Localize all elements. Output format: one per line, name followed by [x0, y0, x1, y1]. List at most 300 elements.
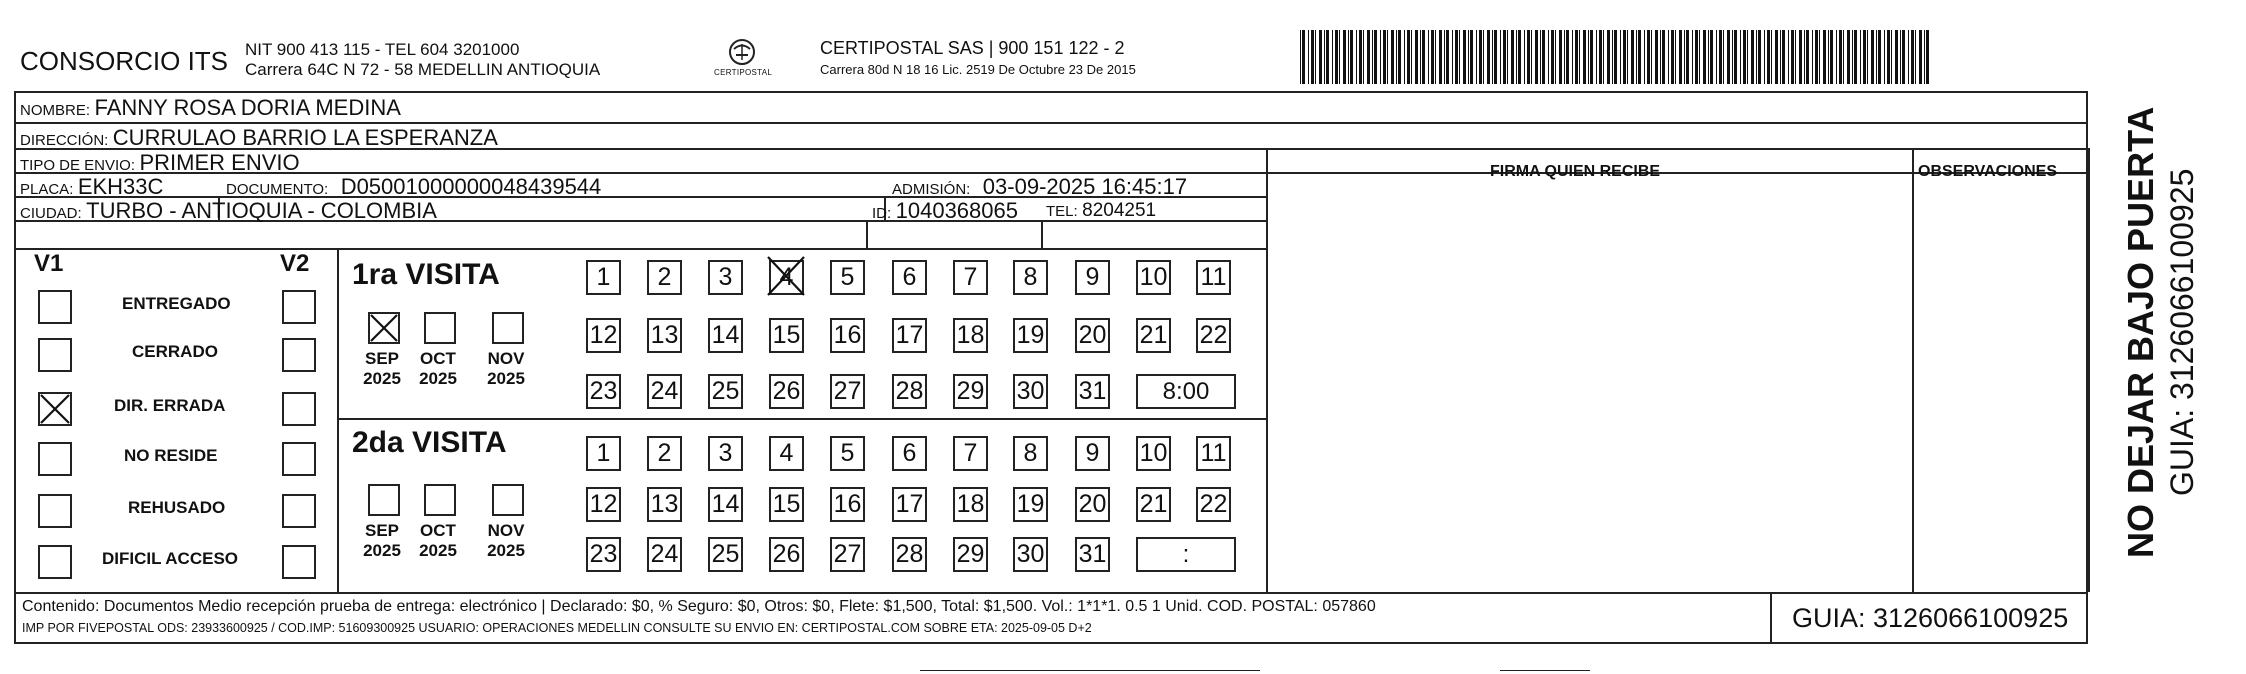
barcode-bar — [1692, 30, 1693, 84]
barcode-bar — [1734, 30, 1737, 84]
barcode-bar — [1716, 30, 1717, 84]
barcode-icon — [1300, 30, 1940, 84]
barcode-bar — [1902, 30, 1905, 84]
direccion-value: CURRULAO BARRIO LA ESPERANZA — [112, 125, 498, 150]
day-box[interactable]: 15 — [769, 487, 804, 522]
day-box[interactable]: 10 — [1136, 260, 1171, 295]
month-checkbox[interactable] — [424, 484, 456, 516]
barcode-bar — [1775, 30, 1778, 84]
barcode-bar — [1876, 30, 1877, 84]
tel-value: 8204251 — [1082, 200, 1157, 221]
barcode-bar — [1638, 30, 1641, 84]
barcode-bar — [1771, 30, 1772, 84]
placa-value: EKH33C — [77, 174, 164, 199]
year-label: 2025 — [487, 369, 525, 388]
barcode-bar — [1459, 30, 1460, 84]
barcode-bar — [1391, 30, 1394, 84]
tipo-envio-label: TIPO DE ENVIO: — [20, 157, 136, 174]
barcode-bar — [1743, 30, 1746, 84]
barcode-bar — [1780, 30, 1781, 84]
status-label: NO RESIDE — [124, 446, 218, 465]
barcode-bar — [1599, 30, 1602, 84]
status-label: ENTREGADO — [122, 294, 231, 313]
day-box[interactable]: 5 — [830, 436, 865, 471]
day-box[interactable]: 13 — [647, 487, 682, 522]
barcode-bar — [1428, 30, 1429, 84]
tipo-envio-value: PRIMER ENVIO — [139, 150, 300, 175]
day-box[interactable]: 16 — [830, 318, 865, 353]
barcode-bar — [1332, 30, 1333, 84]
barcode-bar — [1607, 30, 1610, 84]
barcode-bar — [1863, 30, 1866, 84]
v2-checkbox[interactable] — [282, 290, 316, 324]
day-box[interactable]: 29 — [953, 374, 988, 409]
barcode-bar — [1679, 30, 1682, 84]
status-label: DIR. ERRADA — [114, 396, 226, 415]
barcode-bar — [1590, 30, 1593, 84]
day-box[interactable]: 12 — [586, 487, 621, 522]
barcode-bar — [1878, 30, 1881, 84]
documento-label: DOCUMENTO: — [226, 181, 329, 198]
barcode-bar — [1359, 30, 1362, 84]
barcode-bar — [1612, 30, 1613, 84]
day-box[interactable]: 3 — [708, 436, 743, 471]
barcode-bar — [1551, 30, 1554, 84]
id-label: ID: — [872, 205, 892, 222]
day-box[interactable]: 12 — [586, 318, 621, 353]
barcode-bar — [1747, 30, 1748, 84]
day-box[interactable]: 28 — [892, 537, 927, 572]
barcode-bar — [1324, 30, 1325, 84]
barcode-bar — [1422, 30, 1425, 84]
barcode-bar — [1383, 30, 1386, 84]
barcode-bar — [1614, 30, 1617, 84]
barcode-bar — [1398, 30, 1401, 84]
barcode-bar — [1308, 30, 1309, 84]
barcode-bar — [1326, 30, 1329, 84]
barcode-bar — [1751, 30, 1754, 84]
month-label: SEP — [364, 521, 400, 540]
day-box[interactable]: 1 — [586, 436, 621, 471]
barcode-bar — [1387, 30, 1388, 84]
day-box[interactable]: 13 — [647, 318, 682, 353]
day-box[interactable]: 27 — [830, 537, 865, 572]
barcode-bar — [1843, 30, 1844, 84]
barcode-bar — [1758, 30, 1761, 84]
day-box[interactable]: 9 — [1075, 260, 1110, 295]
day-box[interactable]: 8 — [1013, 436, 1048, 471]
barcode-bar — [1348, 30, 1349, 84]
day-box[interactable]: 4 — [769, 260, 804, 295]
nombre-label: NOMBRE: — [20, 102, 91, 119]
day-box[interactable]: 28 — [892, 374, 927, 409]
day-box[interactable]: 17 — [892, 487, 927, 522]
barcode-bar — [1836, 30, 1837, 84]
year-label: 2025 — [487, 541, 525, 560]
barcode-bar — [1911, 30, 1914, 84]
barcode-bar — [1300, 30, 1301, 84]
barcode-bar — [1684, 30, 1685, 84]
barcode-bar — [1852, 30, 1853, 84]
barcode-bar — [1795, 30, 1796, 84]
divider — [1912, 148, 1914, 592]
barcode-bar — [1908, 30, 1909, 84]
v2-checkbox[interactable] — [282, 442, 316, 476]
barcode-bar — [1723, 30, 1724, 84]
barcode-bar — [1703, 30, 1706, 84]
barcode-bar — [1315, 30, 1316, 84]
barcode-bar — [1524, 30, 1525, 84]
day-box[interactable]: 23 — [586, 374, 621, 409]
day-box[interactable]: 4 — [769, 436, 804, 471]
barcode-bar — [1847, 30, 1850, 84]
day-box[interactable]: 23 — [586, 537, 621, 572]
month-label: NOV — [487, 521, 525, 540]
barcode-bar — [1415, 30, 1418, 84]
barcode-bar — [1319, 30, 1322, 84]
v2-label: V2 — [280, 250, 310, 277]
barcode-bar — [1518, 30, 1521, 84]
logo-text: CERTIPOSTAL — [714, 68, 773, 77]
divider — [866, 220, 868, 248]
day-box[interactable]: 26 — [769, 374, 804, 409]
barcode-bar — [1411, 30, 1412, 84]
barcode-bar — [1500, 30, 1501, 84]
side-guia: GUIA: 3126066100925 — [2164, 168, 2200, 496]
day-box[interactable]: 7 — [953, 436, 988, 471]
v1-checkbox[interactable] — [38, 338, 72, 372]
certipostal-line1: CERTIPOSTAL SAS | 900 151 122 - 2 — [820, 38, 1125, 58]
ciudad-label: CIUDAD: — [20, 205, 82, 222]
placa-label: PLACA: — [20, 181, 74, 198]
barcode-bar — [1372, 30, 1373, 84]
barcode-bar — [1924, 30, 1925, 84]
divider — [2088, 148, 2090, 592]
day-box[interactable]: 2 — [647, 260, 682, 295]
day-box[interactable]: 8 — [1013, 260, 1048, 295]
v2-checkbox[interactable] — [282, 545, 316, 579]
barcode-bar — [1671, 30, 1674, 84]
barcode-bar — [1559, 30, 1562, 84]
barcode-bar — [1799, 30, 1802, 84]
day-box[interactable]: 1 — [586, 260, 621, 295]
barcode-bar — [1339, 30, 1340, 84]
admision-value: 03-09-2025 16:45:17 — [982, 174, 1188, 199]
divider — [14, 122, 2088, 124]
barcode-bar — [1767, 30, 1770, 84]
year-label: 2025 — [363, 369, 401, 388]
day-box[interactable]: 14 — [708, 318, 743, 353]
day-box[interactable]: 18 — [953, 318, 988, 353]
documento-value: D05001000000048439544 — [340, 174, 602, 199]
barcode-bar — [1915, 30, 1916, 84]
v2-checkbox[interactable] — [282, 392, 316, 426]
barcode-bar — [1926, 30, 1929, 84]
divider — [337, 418, 1266, 420]
divider — [14, 592, 2088, 594]
contenido-line: Contenido: Documentos Medio recepción prueba de entrega: electrónico | Declarado: $0, % Seguro: $0, Otros: $0, Flete: $1,500, Total: $1,500. Vol.: 1*1*1. 0.5 1 Unid. COD. POSTAL: 057860 — [22, 598, 1376, 615]
barcode-bar — [1455, 30, 1458, 84]
barcode-bar — [1812, 30, 1813, 84]
time-box[interactable]: 8:00 — [1136, 374, 1236, 409]
barcode-bar — [1788, 30, 1789, 84]
day-box[interactable]: 2 — [647, 436, 682, 471]
barcode-bar — [1891, 30, 1892, 84]
day-box[interactable]: 6 — [892, 436, 927, 471]
day-box[interactable]: 22 — [1196, 487, 1231, 522]
barcode-bar — [1660, 30, 1661, 84]
day-box[interactable]: 20 — [1075, 487, 1110, 522]
barcode-bar — [1435, 30, 1436, 84]
certipostal-line2: Carrera 80d N 18 16 Lic. 2519 De Octubre 23 De 2015 — [820, 62, 1136, 77]
day-box[interactable]: 19 — [1013, 318, 1048, 353]
barcode-bar — [1900, 30, 1901, 84]
company-name: CONSORCIO ITS — [20, 46, 229, 76]
month-label: NOV — [487, 349, 525, 368]
day-box[interactable]: 26 — [769, 537, 804, 572]
year-label: 2025 — [419, 541, 457, 560]
barcode-bar — [1579, 30, 1580, 84]
barcode-bar — [1644, 30, 1645, 84]
month-label: SEP — [364, 349, 400, 368]
barcode-bar — [1651, 30, 1652, 84]
day-box[interactable]: 3 — [708, 260, 743, 295]
month-label: OCT — [420, 521, 456, 540]
barcode-bar — [1732, 30, 1733, 84]
barcode-bar — [1507, 30, 1508, 84]
certipostal-logo — [712, 36, 772, 82]
barcode-bar — [1756, 30, 1757, 84]
barcode-bar — [1854, 30, 1857, 84]
no-dejar-bajo-puerta: NO DEJAR BAJO PUERTA — [2120, 106, 2161, 558]
barcode-bar — [1668, 30, 1669, 84]
guia-box: GUIA: 3126066100925 — [1792, 603, 2069, 633]
barcode-bar — [1555, 30, 1556, 84]
barcode-bar — [1636, 30, 1637, 84]
day-box[interactable]: 22 — [1196, 318, 1231, 353]
barcode-bar — [1815, 30, 1818, 84]
month-checkbox[interactable] — [368, 484, 400, 516]
barcode-bar — [1675, 30, 1676, 84]
year-label: 2025 — [419, 369, 457, 388]
month-checkbox[interactable] — [492, 484, 524, 516]
barcode-bar — [1631, 30, 1634, 84]
barcode-bar — [1887, 30, 1890, 84]
barcode-bar — [1476, 30, 1477, 84]
barcode-bar — [1695, 30, 1698, 84]
direccion-label: DIRECCIÓN: — [20, 132, 109, 149]
barcode-bar — [1860, 30, 1861, 84]
first-visit-title: 1ra VISITA — [352, 258, 500, 291]
barcode-bar — [1540, 30, 1541, 84]
barcode-bar — [1791, 30, 1794, 84]
address-line: Carrera 64C N 72 - 58 MEDELLIN ANTIOQUIA — [245, 60, 601, 79]
v1-label: V1 — [34, 250, 64, 277]
barcode-bar — [1804, 30, 1805, 84]
status-label: REHUSADO — [128, 498, 226, 517]
day-box[interactable]: 24 — [647, 537, 682, 572]
barcode-bar — [1564, 30, 1565, 84]
barcode-bar — [1839, 30, 1842, 84]
day-box[interactable]: 30 — [1013, 374, 1048, 409]
barcode-bar — [1542, 30, 1545, 84]
barcode-bar — [1363, 30, 1364, 84]
barcode-bar — [1503, 30, 1506, 84]
day-box[interactable]: 30 — [1013, 537, 1048, 572]
barcode-bar — [1374, 30, 1377, 84]
barcode-bar — [1655, 30, 1658, 84]
bottom-rule — [1500, 670, 1590, 671]
day-box[interactable]: 14 — [708, 487, 743, 522]
barcode-bar — [1407, 30, 1410, 84]
month-checkbox[interactable] — [492, 312, 524, 344]
barcode-bar — [1782, 30, 1785, 84]
barcode-bar — [1583, 30, 1586, 84]
barcode-bar — [1623, 30, 1626, 84]
day-box[interactable]: 20 — [1075, 318, 1110, 353]
day-box[interactable]: 25 — [708, 374, 743, 409]
barcode-bar — [1446, 30, 1449, 84]
v1-checkbox[interactable] — [38, 290, 72, 324]
barcode-bar — [1487, 30, 1490, 84]
barcode-bar — [1572, 30, 1573, 84]
barcode-bar — [1647, 30, 1650, 84]
barcode-bar — [1463, 30, 1466, 84]
tel-label: TEL: — [1046, 203, 1078, 220]
barcode-bar — [1311, 30, 1314, 84]
barcode-bar — [1452, 30, 1453, 84]
barcode-bar — [1620, 30, 1621, 84]
barcode-bar — [1511, 30, 1514, 84]
year-label: 2025 — [363, 541, 401, 560]
barcode-bar — [1380, 30, 1381, 84]
day-box[interactable]: 31 — [1075, 537, 1110, 572]
v1-checkbox[interactable] — [38, 392, 72, 426]
imp-line: IMP POR FIVEPOSTAL ODS: 23933600925 / COD.IMP: 51609300925 USUARIO: OPERACIONES MEDELLIN CONSULTE SU ENVIO EN: CERTIPOSTAL.COM SOBRE ETA: 2025-09-05 D+2 — [22, 621, 1092, 635]
admision-label: ADMISIÓN: — [892, 181, 971, 198]
barcode-bar — [1548, 30, 1549, 84]
v1-checkbox[interactable] — [38, 442, 72, 476]
barcode-bar — [1806, 30, 1809, 84]
bottom-rule — [920, 670, 1260, 671]
status-label: CERRADO — [132, 342, 218, 361]
day-box[interactable]: 10 — [1136, 436, 1171, 471]
barcode-bar — [1494, 30, 1497, 84]
barcode-bar — [1367, 30, 1370, 84]
barcode-bar — [1516, 30, 1517, 84]
month-checkbox[interactable] — [368, 312, 400, 344]
barcode-bar — [1444, 30, 1445, 84]
second-visit-title: 2da VISITA — [352, 426, 507, 459]
barcode-bar — [1699, 30, 1700, 84]
barcode-bar — [1740, 30, 1741, 84]
barcode-bar — [1302, 30, 1305, 84]
barcode-bar — [1404, 30, 1405, 84]
barcode-bar — [1575, 30, 1578, 84]
barcode-bar — [1662, 30, 1665, 84]
barcode-bar — [1431, 30, 1434, 84]
firma-header: FIRMA QUIEN RECIBE — [1490, 163, 1661, 180]
divider — [337, 248, 339, 592]
barcode-bar — [1343, 30, 1346, 84]
day-box[interactable]: 21 — [1136, 318, 1171, 353]
v1-checkbox[interactable] — [38, 494, 72, 528]
barcode-bar — [1588, 30, 1589, 84]
v2-checkbox[interactable] — [282, 494, 316, 528]
barcode-bar — [1439, 30, 1442, 84]
barcode-bar — [1483, 30, 1484, 84]
barcode-bar — [1708, 30, 1709, 84]
barcode-bar — [1830, 30, 1833, 84]
barcode-bar — [1350, 30, 1353, 84]
barcode-bar — [1828, 30, 1829, 84]
observaciones-header: OBSERVACIONES — [1918, 163, 2057, 180]
barcode-bar — [1627, 30, 1628, 84]
barcode-bar — [1535, 30, 1538, 84]
day-box[interactable]: 31 — [1075, 374, 1110, 409]
barcode-bar — [1764, 30, 1765, 84]
day-box[interactable]: 11 — [1196, 260, 1231, 295]
nombre-value: FANNY ROSA DORIA MEDINA — [94, 95, 401, 120]
barcode-bar — [1895, 30, 1898, 84]
day-box[interactable]: 29 — [953, 537, 988, 572]
day-box[interactable]: 24 — [647, 374, 682, 409]
barcode-bar — [1470, 30, 1473, 84]
day-box[interactable]: 6 — [892, 260, 927, 295]
day-box[interactable]: 25 — [708, 537, 743, 572]
day-box[interactable]: 15 — [769, 318, 804, 353]
barcode-bar — [1719, 30, 1722, 84]
barcode-bar — [1492, 30, 1493, 84]
barcode-bar — [1867, 30, 1868, 84]
v1-checkbox[interactable] — [38, 545, 72, 579]
barcode-bar — [1566, 30, 1569, 84]
day-box[interactable]: 9 — [1075, 436, 1110, 471]
barcode-bar — [1531, 30, 1532, 84]
barcode-bar — [1468, 30, 1469, 84]
barcode-bar — [1396, 30, 1397, 84]
barcode-bar — [1479, 30, 1482, 84]
day-box[interactable]: 18 — [953, 487, 988, 522]
barcode-bar — [1823, 30, 1826, 84]
day-box[interactable]: 19 — [1013, 487, 1048, 522]
divider — [1266, 148, 1268, 592]
day-box[interactable]: 7 — [953, 260, 988, 295]
barcode-bar — [1819, 30, 1820, 84]
day-box[interactable]: 11 — [1196, 436, 1231, 471]
v2-checkbox[interactable] — [282, 338, 316, 372]
divider — [1041, 220, 1043, 248]
barcode-bar — [1356, 30, 1357, 84]
time-box[interactable]: : — [1136, 537, 1236, 572]
day-box[interactable]: 5 — [830, 260, 865, 295]
barcode-bar — [1335, 30, 1338, 84]
barcode-bar — [1727, 30, 1730, 84]
status-label: DIFICIL ACCESO — [102, 549, 239, 568]
ciudad-value: TURBO - ANTIOQUIA - COLOMBIA — [86, 198, 437, 223]
day-box[interactable]: 16 — [830, 487, 865, 522]
month-label: OCT — [420, 349, 456, 368]
divider — [14, 248, 1266, 250]
month-checkbox[interactable] — [424, 312, 456, 344]
barcode-bar — [1596, 30, 1597, 84]
day-box[interactable]: 21 — [1136, 487, 1171, 522]
barcode-bar — [1710, 30, 1713, 84]
day-box[interactable]: 17 — [892, 318, 927, 353]
barcode-bar — [1919, 30, 1922, 84]
day-box[interactable]: 27 — [830, 374, 865, 409]
barcode-bar — [1527, 30, 1530, 84]
